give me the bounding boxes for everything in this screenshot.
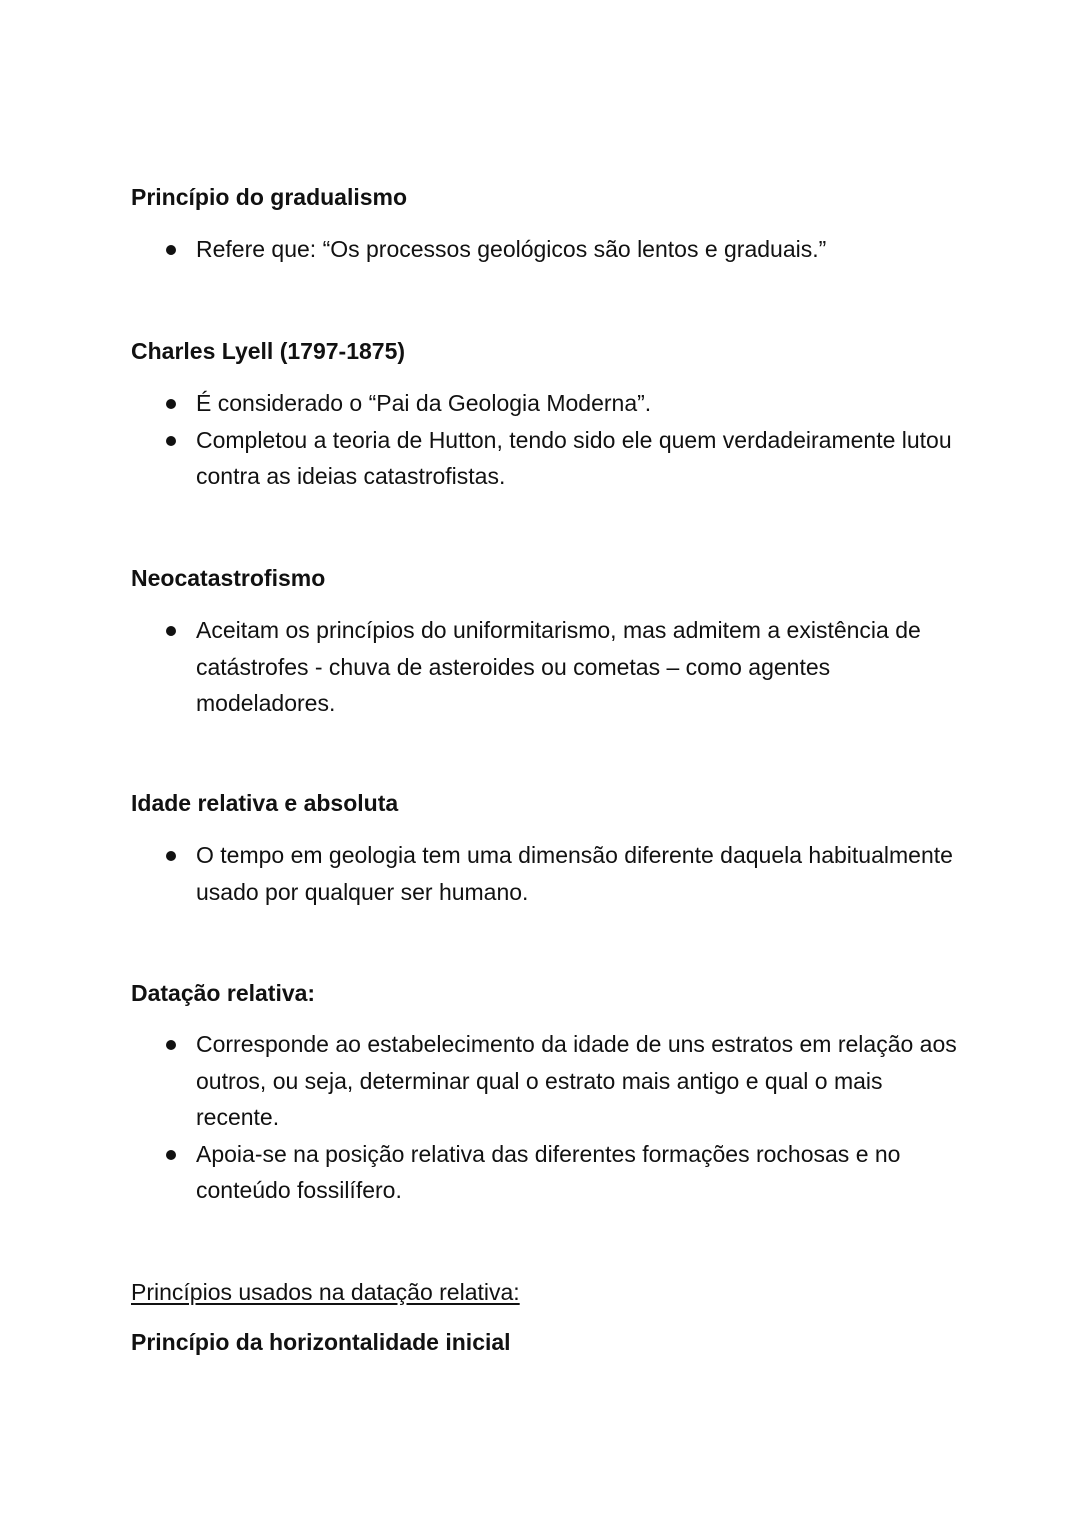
bullet-icon	[166, 436, 176, 446]
bullet-list-datacao	[131, 1026, 961, 1209]
bullet-list-gradualismo	[131, 231, 961, 268]
bullet-icon	[166, 1150, 176, 1160]
heading-neocatastrofismo: Neocatastrofismo	[131, 565, 326, 591]
list-item-text: Completou a teoria de Hutton, tendo sido ele quem verdadeiramente lutou contra as ideias catastrofistas.	[196, 426, 952, 489]
bullet-icon	[166, 399, 176, 409]
heading-datacao-relativa: Datação relativa:	[131, 980, 316, 1006]
heading-charles-lyell: Charles Lyell (1797-1875)	[131, 338, 406, 364]
bullet-icon	[166, 245, 176, 255]
bullet-icon	[166, 851, 176, 861]
list-item	[131, 1136, 961, 1209]
list-item	[131, 231, 961, 268]
list-item	[131, 385, 961, 422]
list-item-text: Aceitam os princípios do uniformitarismo, mas admitem a existência de catástrofes - chuva de asteroides ou cometas – como agentes modeladores.	[196, 617, 921, 716]
list-item	[131, 422, 961, 495]
heading-horizontalidade-inicial: Princípio da horizontalidade inicial	[131, 1329, 511, 1355]
bullet-list-idade	[131, 837, 961, 910]
bullet-icon	[166, 1040, 176, 1050]
list-item-text: Refere que: “Os processos geológicos são lentos e graduais.”	[196, 236, 827, 262]
heading-gradualismo: Princípio do gradualismo	[131, 184, 408, 210]
list-item	[131, 837, 961, 910]
subheading-principios: Princípios usados na datação relativa:	[131, 1279, 520, 1305]
list-item-text: Apoia-se na posição relativa das diferentes formações rochosas e no conteúdo fossilífero.	[196, 1140, 901, 1203]
list-item-text: É considerado o “Pai da Geologia Moderna”.	[196, 390, 652, 416]
list-item-text: O tempo em geologia tem uma dimensão diferente daquela habitualmente usado por qualquer ser humano.	[196, 842, 953, 905]
heading-idade-relativa-absoluta: Idade relativa e absoluta	[131, 790, 399, 816]
bullet-icon	[166, 626, 176, 636]
bullet-list-neocatastrofismo	[131, 612, 961, 722]
list-item-text: Corresponde ao estabelecimento da idade de uns estratos em relação aos outros, ou seja, determinar qual o estrato mais antigo e qual o mais recente.	[196, 1031, 957, 1130]
list-item	[131, 612, 961, 722]
bullet-list-charles-lyell	[131, 385, 961, 495]
list-item	[131, 1026, 961, 1136]
